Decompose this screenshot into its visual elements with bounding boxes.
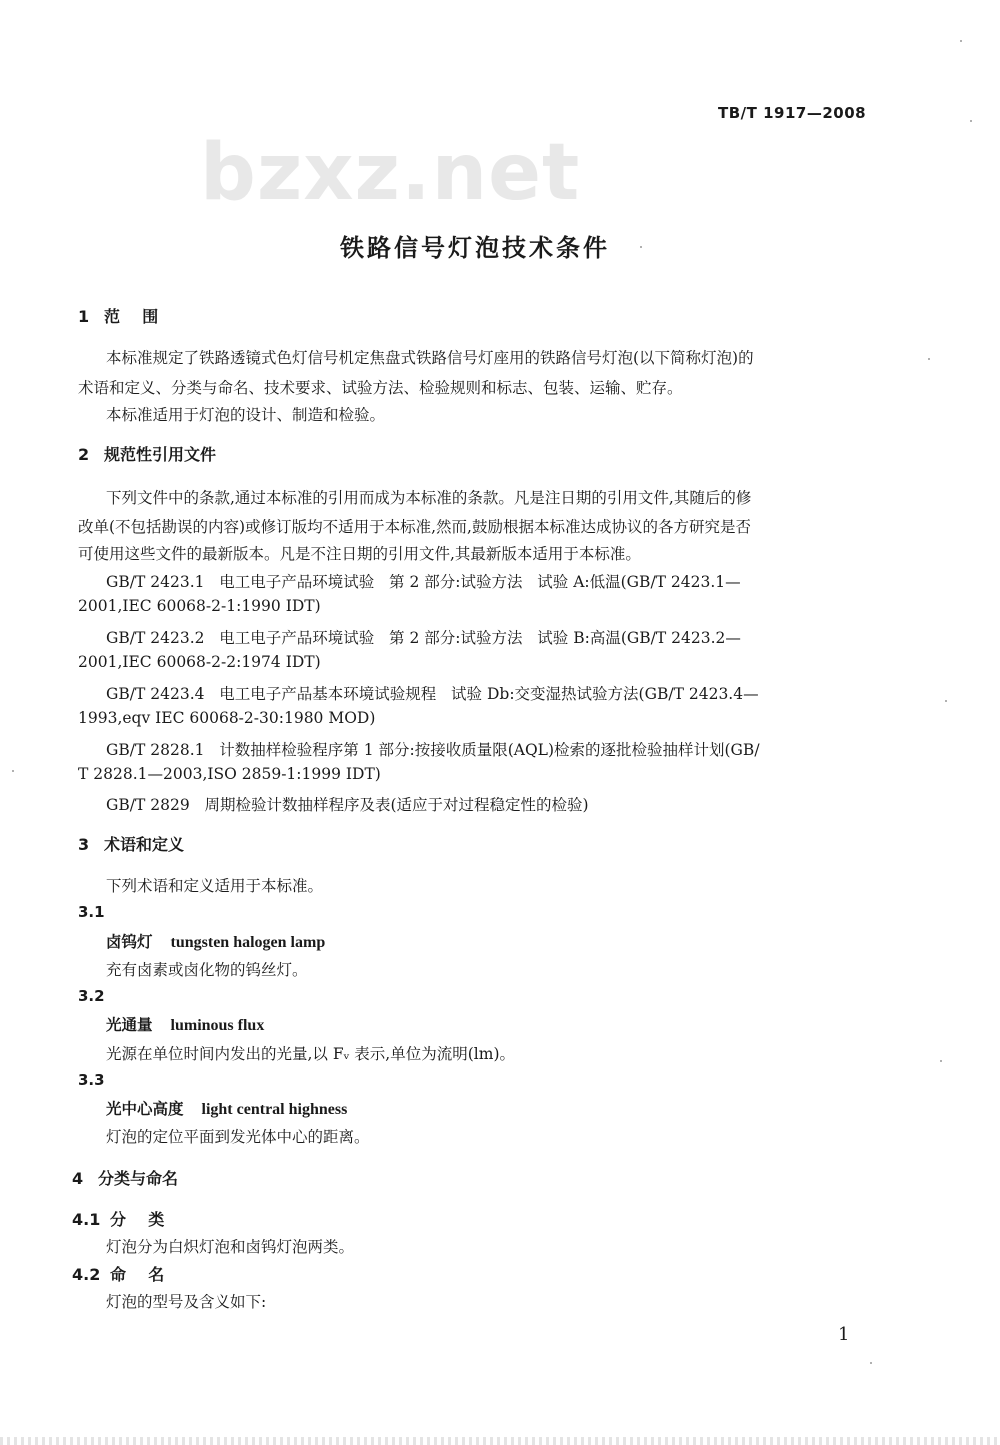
subsection-number: 4.2 bbox=[72, 1265, 101, 1284]
scan-speck bbox=[640, 246, 642, 248]
scan-speck bbox=[940, 1060, 942, 1062]
scan-edge bbox=[0, 1437, 1000, 1445]
subsection-title: 分 类 bbox=[110, 1210, 165, 1229]
scan-speck bbox=[12, 770, 14, 772]
paragraph-line: 灯泡的型号及含义如下: bbox=[106, 1293, 267, 1311]
page-number: 1 bbox=[838, 1324, 850, 1345]
clause-number: 3.2 bbox=[78, 987, 105, 1005]
section-title: 术语和定义 bbox=[104, 835, 185, 854]
reference-entry: GB/T 2829 周期检验计数抽样程序及表(适应于对过程稳定性的检验) bbox=[106, 796, 589, 814]
section-number: 2 bbox=[78, 445, 90, 464]
section-title: 规范性引用文件 bbox=[104, 445, 217, 464]
reference-entry: GB/T 2828.1 计数抽样检验程序第 1 部分:按接收质量限(AQL)检索的逐批检验抽样计划(GB/ bbox=[106, 741, 760, 759]
paragraph-line: 灯泡分为白炽灯泡和卤钨灯泡两类。 bbox=[106, 1238, 355, 1256]
term-entry bbox=[106, 1013, 264, 1035]
term-entry bbox=[106, 1097, 347, 1119]
term-en: tungsten halogen lamp bbox=[170, 934, 326, 951]
paragraph-line: 可使用这些文件的最新版本。凡是不注日期的引用文件,其最新版本适用于本标准。 bbox=[78, 545, 641, 563]
reference-entry-cont: 2001,IEC 60068-2-1:1990 IDT) bbox=[78, 597, 321, 615]
section-number: 3 bbox=[78, 835, 90, 854]
section-2-heading bbox=[78, 442, 216, 465]
reference-entry: GB/T 2423.1 电工电子产品环境试验 第 2 部分:试验方法 试验 A:低温(GB/T 2423.1— bbox=[106, 573, 741, 591]
scan-speck bbox=[928, 358, 930, 360]
section-1-heading bbox=[78, 304, 158, 327]
section-3-heading bbox=[78, 832, 184, 855]
document-title: 铁路信号灯泡技术条件 bbox=[340, 234, 610, 262]
term-zh: 卤钨灯 bbox=[106, 933, 153, 951]
term-definition: 光源在单位时间内发出的光量,以 Fᵥ 表示,单位为流明(lm)。 bbox=[106, 1045, 515, 1063]
reference-entry: GB/T 2423.2 电工电子产品环境试验 第 2 部分:试验方法 试验 B:高温(GB/T 2423.2— bbox=[106, 629, 741, 647]
paragraph-line: 术语和定义、分类与命名、技术要求、试验方法、检验规则和标志、包装、运输、贮存。 bbox=[78, 379, 683, 397]
paragraph-line: 改单(不包括勘误的内容)或修订版均不适用于本标准,然而,鼓励根据本标准达成协议的各方研究是否 bbox=[78, 518, 751, 536]
subsection-heading bbox=[72, 1262, 164, 1285]
term-entry bbox=[106, 930, 325, 952]
term-zh: 光中心高度 bbox=[106, 1100, 184, 1118]
section-4-heading bbox=[72, 1166, 178, 1189]
section-number: 1 bbox=[78, 307, 90, 326]
term-definition: 充有卤素或卤化物的钨丝灯。 bbox=[106, 961, 308, 979]
paragraph-line: 本标准适用于灯泡的设计、制造和检验。 bbox=[106, 406, 386, 424]
section-title: 范 围 bbox=[104, 307, 159, 326]
term-definition: 灯泡的定位平面到发光体中心的距离。 bbox=[106, 1128, 370, 1146]
scan-speck bbox=[960, 40, 962, 42]
subsection-title: 命 名 bbox=[110, 1265, 165, 1284]
paragraph-line: 下列术语和定义适用于本标准。 bbox=[106, 877, 324, 895]
scan-speck bbox=[870, 1362, 872, 1364]
subsection-number: 4.1 bbox=[72, 1210, 101, 1229]
scan-speck bbox=[970, 120, 972, 122]
subsection-heading bbox=[72, 1207, 164, 1230]
term-en: light central highness bbox=[201, 1101, 348, 1118]
term-en: luminous flux bbox=[170, 1017, 265, 1034]
scan-speck bbox=[945, 700, 947, 702]
paragraph-line: 下列文件中的条款,通过本标准的引用而成为本标准的条款。凡是注日期的引用文件,其随后的修 bbox=[106, 489, 752, 507]
reference-entry-cont: 2001,IEC 60068-2-2:1974 IDT) bbox=[78, 653, 321, 671]
reference-entry-cont: T 2828.1—2003,ISO 2859-1:1999 IDT) bbox=[78, 765, 381, 783]
clause-number: 3.3 bbox=[78, 1071, 105, 1089]
watermark: bzxz.net bbox=[200, 128, 581, 218]
term-zh: 光通量 bbox=[106, 1016, 153, 1034]
section-number: 4 bbox=[72, 1169, 84, 1188]
standard-number: TB/T 1917—2008 bbox=[718, 104, 867, 122]
reference-entry-cont: 1993,eqv IEC 60068-2-30:1980 MOD) bbox=[78, 709, 376, 727]
section-title: 分类与命名 bbox=[98, 1169, 179, 1188]
reference-entry: GB/T 2423.4 电工电子产品基本环境试验规程 试验 Db:交变湿热试验方法(GB/T 2423.4— bbox=[106, 685, 759, 703]
paragraph-line: 本标准规定了铁路透镜式色灯信号机定焦盘式铁路信号灯座用的铁路信号灯泡(以下简称灯泡)的 bbox=[106, 349, 754, 367]
clause-number: 3.1 bbox=[78, 903, 105, 921]
